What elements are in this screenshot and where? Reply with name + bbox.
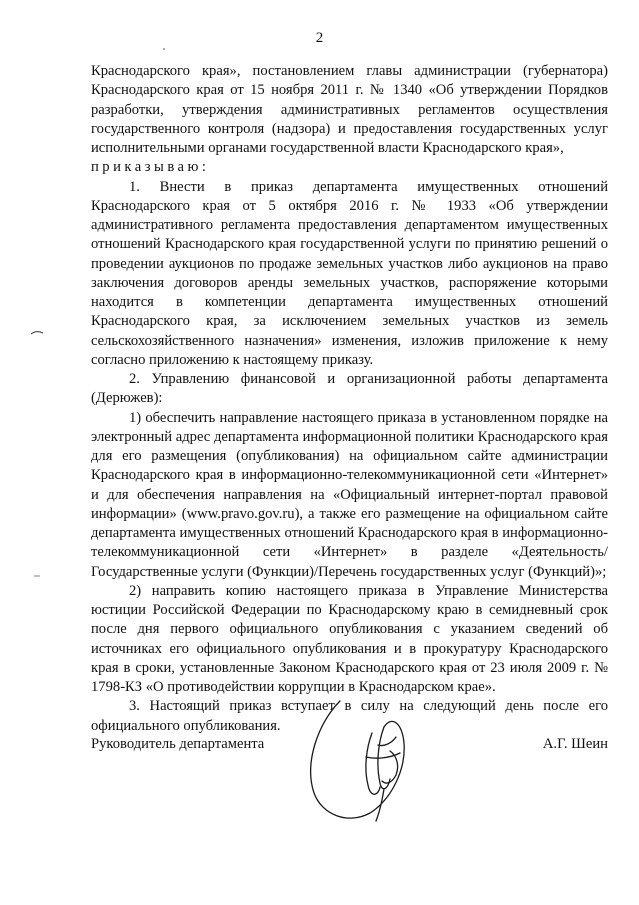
signatory-name: А.Г. Шеин (542, 736, 608, 752)
signatory-title: Руководитель департамента (91, 736, 265, 752)
paragraph-subitem-2-1: 1) обеспечить направление настоящего приказа в установленном порядке на электронный адрес департамента информационной политики Краснодарского края для его размещения (опубликования) на официальном сайте администрации Краснодарского края в информационно-телекоммуникационной сети «Интернет» и для обеспечения направления на «Официальный интернет-портал правовой информации» (www.pravo.gov.ru), а также его размещение на официальном сайте департамента имущественных отношений Краснодарского края в информационно-телекоммуникационной сети «Интернет» в разделе «Деятельность/Государственные услуги (Функции)/Перечень государственных услуг (Функций)»; (91, 409, 608, 580)
paragraph-item-1: 1. Внести в приказ департамента имущественных отношений Краснодарского края от 5 октября 2016 г. № 1933 «Об утверждении административного регламента предоставления департаментом имущественных отношений Краснодарского края государственной услуги по принятию решений о проведении аукционов по продаже земельных участков либо аукционов на право заключения договоров аренды земельных участков, распоряжение которыми находится в компетенции департамента имущественных отношений Краснодарского края, за исключением земельных участков из земель сельскохозяйственного назначения» изменения, изложив приложение к нему согласно приложению к настоящему приказу. (91, 178, 608, 368)
page-number: 2 (315, 30, 324, 46)
paragraph-order-word: приказываю: (91, 159, 210, 176)
paragraph-item-2: 2. Управлению финансовой и организационной работы департамента (Дерюжев): (91, 371, 608, 407)
margin-mark (30, 330, 44, 336)
paragraph-preamble: Краснодарского края», постановлением главы администрации (губернатора) Краснодарского края от 15 ноября 2011 г. № 1340 «Об утверждении Порядков разработки, утверждения административных регламентов осуществления государственного контроля (надзора) и предоставления государственных услуг исполнительными органами государственной власти Краснодарского края», (91, 63, 608, 156)
paragraph-item-3: 3. Настоящий приказ вступает в силу на следующий день после его официального опубликования. (91, 698, 608, 734)
margin-mark (162, 47, 166, 51)
document-body (91, 62, 608, 736)
handwritten-signature (300, 693, 415, 828)
margin-mark (33, 574, 41, 578)
paragraph-subitem-2-2: 2) направить копию настоящего приказа в Управление Министерства юстиции Российской Федерации по Краснодарскому краю в семидневный срок после дня первого официального опубликования с указанием сведений об источниках его официального опубликования и в прокуратуру Краснодарского края в сроки, установленные Законом Краснодарского края от 23 июля 2009 г. № 1798-КЗ «О противодействии коррупции в Краснодарском крае». (91, 582, 608, 695)
